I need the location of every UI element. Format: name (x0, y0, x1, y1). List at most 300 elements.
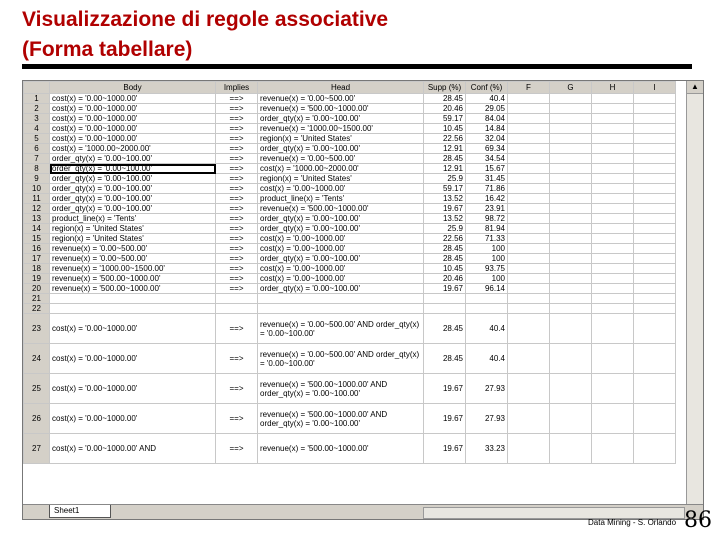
cell-implies[interactable]: ==> (216, 264, 258, 274)
sheet-tab-bar (23, 504, 703, 519)
cell-conf[interactable]: 40.4 (466, 94, 508, 104)
empty-cell[interactable] (634, 264, 676, 274)
cell-supp[interactable]: 19.67 (424, 284, 466, 294)
empty-cell[interactable] (592, 104, 634, 114)
cell-implies[interactable]: ==> (216, 194, 258, 204)
cell-supp[interactable]: 12.91 (424, 164, 466, 174)
row-number[interactable]: 10 (24, 184, 50, 194)
cell-implies[interactable]: ==> (216, 284, 258, 294)
cell-supp[interactable]: 13.52 (424, 194, 466, 204)
cell-implies[interactable]: ==> (216, 344, 258, 374)
empty-cell[interactable] (592, 254, 634, 264)
sheet-tab[interactable]: Sheet1 (49, 505, 111, 518)
cell-conf[interactable] (466, 304, 508, 314)
empty-cell[interactable] (508, 194, 550, 204)
cell-conf[interactable]: 40.4 (466, 344, 508, 374)
empty-cell[interactable] (508, 314, 550, 344)
cell-conf[interactable]: 96.14 (466, 284, 508, 294)
cell-body[interactable]: order_qty(x) = '0.00~100.00' (50, 204, 216, 214)
row-number[interactable]: 11 (24, 194, 50, 204)
empty-cell[interactable] (508, 114, 550, 124)
empty-cell[interactable] (634, 244, 676, 254)
empty-cell[interactable] (550, 154, 592, 164)
cell-supp[interactable]: 22.56 (424, 134, 466, 144)
cell-head[interactable]: cost(x) = '0.00~1000.00' (258, 264, 424, 274)
row-number[interactable]: 22 (24, 304, 50, 314)
cell-head[interactable]: cost(x) = '0.00~1000.00' (258, 234, 424, 244)
cell-head[interactable]: region(x) = 'United States' (258, 174, 424, 184)
cell-head[interactable]: revenue(x) = '500.00~1000.00' (258, 104, 424, 114)
table-row (24, 124, 676, 134)
empty-cell[interactable] (550, 104, 592, 114)
cell-conf[interactable]: 15.67 (466, 164, 508, 174)
row-number[interactable]: 24 (24, 344, 50, 374)
column-header-g[interactable]: G (550, 82, 592, 94)
empty-cell[interactable] (634, 314, 676, 344)
cell-head[interactable]: cost(x) = '0.00~1000.00' (258, 244, 424, 254)
cell-supp[interactable]: 13.52 (424, 214, 466, 224)
cell-implies[interactable]: ==> (216, 114, 258, 124)
cell-body[interactable]: order_qty(x) = '0.00~100.00' (50, 194, 216, 204)
cell-body[interactable]: revenue(x) = '1000.00~1500.00' (50, 264, 216, 274)
spreadsheet-window (22, 80, 704, 520)
empty-cell[interactable] (592, 154, 634, 164)
empty-cell[interactable] (634, 294, 676, 304)
empty-cell[interactable] (508, 274, 550, 284)
cell-supp[interactable]: 19.67 (424, 434, 466, 464)
column-header-f[interactable]: F (508, 82, 550, 94)
row-number[interactable]: 13 (24, 214, 50, 224)
cell-supp[interactable]: 28.45 (424, 244, 466, 254)
cell-head[interactable]: order_qty(x) = '0.00~100.00' (258, 254, 424, 264)
empty-cell[interactable] (550, 314, 592, 344)
empty-cell[interactable] (634, 254, 676, 264)
cell-body[interactable]: cost(x) = '0.00~1000.00' AND (50, 434, 216, 464)
empty-cell[interactable] (592, 234, 634, 244)
table-row (24, 404, 676, 434)
cell-implies[interactable]: ==> (216, 184, 258, 194)
cell-head[interactable]: revenue(x) = '500.00~1000.00' AND order_qty(x) = '0.00~100.00' (258, 404, 424, 434)
empty-cell[interactable] (508, 344, 550, 374)
table-body (24, 94, 676, 464)
empty-cell[interactable] (550, 374, 592, 404)
empty-cell[interactable] (550, 304, 592, 314)
cell-supp[interactable]: 20.46 (424, 104, 466, 114)
cell-body[interactable]: cost(x) = '0.00~1000.00' (50, 114, 216, 124)
cell-implies[interactable]: ==> (216, 244, 258, 254)
empty-cell[interactable] (508, 184, 550, 194)
empty-cell[interactable] (634, 154, 676, 164)
empty-cell[interactable] (508, 404, 550, 434)
cell-supp[interactable]: 28.45 (424, 314, 466, 344)
cell-conf[interactable]: 100 (466, 244, 508, 254)
cell-head[interactable] (258, 294, 424, 304)
empty-cell[interactable] (508, 434, 550, 464)
cell-body[interactable]: region(x) = 'United States' (50, 234, 216, 244)
cell-conf[interactable]: 93.75 (466, 264, 508, 274)
empty-cell[interactable] (508, 284, 550, 294)
empty-cell[interactable] (592, 184, 634, 194)
empty-cell[interactable] (592, 344, 634, 374)
empty-cell[interactable] (508, 304, 550, 314)
cell-conf[interactable]: 81.94 (466, 224, 508, 234)
empty-cell[interactable] (508, 244, 550, 254)
empty-cell[interactable] (634, 94, 676, 104)
empty-cell[interactable] (634, 304, 676, 314)
empty-cell[interactable] (550, 194, 592, 204)
cell-head[interactable]: revenue(x) = '0.00~500.00' AND order_qty(x) = '0.00~100.00' (258, 314, 424, 344)
cell-implies[interactable]: ==> (216, 404, 258, 434)
column-header-supp[interactable]: Supp (%) (424, 82, 466, 94)
cell-implies[interactable]: ==> (216, 434, 258, 464)
cell-body[interactable]: cost(x) = '0.00~1000.00' (50, 374, 216, 404)
row-number[interactable]: 2 (24, 104, 50, 114)
cell-implies[interactable]: ==> (216, 224, 258, 234)
empty-cell[interactable] (550, 274, 592, 284)
empty-cell[interactable] (508, 104, 550, 114)
empty-cell[interactable] (550, 174, 592, 184)
table-row (24, 154, 676, 164)
empty-cell[interactable] (634, 194, 676, 204)
empty-cell[interactable] (634, 404, 676, 434)
cell-supp[interactable]: 25.9 (424, 174, 466, 184)
row-number[interactable]: 26 (24, 404, 50, 434)
row-number[interactable]: 17 (24, 254, 50, 264)
empty-cell[interactable] (634, 164, 676, 174)
table-row (24, 304, 676, 314)
empty-cell[interactable] (634, 274, 676, 284)
empty-cell[interactable] (550, 234, 592, 244)
cell-body[interactable]: product_line(x) = 'Tents' (50, 214, 216, 224)
cell-conf[interactable]: 71.86 (466, 184, 508, 194)
cell-implies[interactable]: ==> (216, 164, 258, 174)
row-number[interactable]: 6 (24, 144, 50, 154)
empty-cell[interactable] (550, 244, 592, 254)
empty-cell[interactable] (508, 234, 550, 244)
empty-cell[interactable] (550, 344, 592, 374)
empty-cell[interactable] (550, 94, 592, 104)
row-number[interactable]: 9 (24, 174, 50, 184)
cell-conf[interactable]: 27.93 (466, 404, 508, 434)
cell-implies[interactable]: ==> (216, 234, 258, 244)
cell-body[interactable]: cost(x) = '0.00~1000.00' (50, 104, 216, 114)
empty-cell[interactable] (550, 144, 592, 154)
table-row (24, 254, 676, 264)
empty-cell[interactable] (634, 134, 676, 144)
empty-cell[interactable] (508, 174, 550, 184)
cell-implies[interactable]: ==> (216, 274, 258, 284)
cell-body[interactable]: revenue(x) = '500.00~1000.00' (50, 284, 216, 294)
column-header-body[interactable]: Body (50, 82, 216, 94)
cell-head[interactable]: revenue(x) = '500.00~1000.00' (258, 434, 424, 464)
empty-cell[interactable] (634, 184, 676, 194)
cell-head[interactable] (258, 304, 424, 314)
cell-supp[interactable]: 19.67 (424, 404, 466, 434)
table-row (24, 284, 676, 294)
empty-cell[interactable] (508, 124, 550, 134)
vertical-scrollbar[interactable] (686, 81, 703, 505)
cell-body[interactable]: cost(x) = '0.00~1000.00' (50, 314, 216, 344)
cell-conf[interactable]: 32.04 (466, 134, 508, 144)
cell-supp[interactable]: 12.91 (424, 144, 466, 154)
empty-cell[interactable] (592, 214, 634, 224)
cell-head[interactable]: cost(x) = '0.00~1000.00' (258, 274, 424, 284)
empty-cell[interactable] (634, 174, 676, 184)
cell-conf[interactable]: 40.4 (466, 314, 508, 344)
empty-cell[interactable] (508, 154, 550, 164)
cell-head[interactable]: order_qty(x) = '0.00~100.00' (258, 114, 424, 124)
table-row (24, 94, 676, 104)
cell-conf[interactable]: 100 (466, 254, 508, 264)
cell-supp[interactable]: 20.46 (424, 274, 466, 284)
empty-cell[interactable] (508, 164, 550, 174)
row-number[interactable]: 21 (24, 294, 50, 304)
row-number[interactable]: 19 (24, 274, 50, 284)
cell-implies[interactable]: ==> (216, 374, 258, 404)
cell-conf[interactable]: 29.05 (466, 104, 508, 114)
cell-head[interactable]: revenue(x) = '1000.00~1500.00' (258, 124, 424, 134)
cell-head[interactable]: product_line(x) = 'Tents' (258, 194, 424, 204)
column-header-head[interactable]: Head (258, 82, 424, 94)
empty-cell[interactable] (550, 224, 592, 234)
row-number[interactable]: 4 (24, 124, 50, 134)
row-number[interactable]: 23 (24, 314, 50, 344)
row-number[interactable]: 20 (24, 284, 50, 294)
cell-supp[interactable]: 59.17 (424, 114, 466, 124)
cell-body[interactable]: order_qty(x) = '0.00~100.00' (50, 154, 216, 164)
cell-conf[interactable]: 16.42 (466, 194, 508, 204)
table-row (24, 214, 676, 224)
cell-head[interactable]: order_qty(x) = '0.00~100.00' (258, 284, 424, 294)
cell-head[interactable]: order_qty(x) = '0.00~100.00' (258, 224, 424, 234)
empty-cell[interactable] (592, 434, 634, 464)
empty-cell[interactable] (634, 284, 676, 294)
empty-cell[interactable] (634, 124, 676, 134)
empty-cell[interactable] (592, 274, 634, 284)
cell-body[interactable]: cost(x) = '0.00~1000.00' (50, 404, 216, 434)
empty-cell[interactable] (634, 434, 676, 464)
cell-conf[interactable]: 34.54 (466, 154, 508, 164)
empty-cell[interactable] (508, 264, 550, 274)
empty-cell[interactable] (592, 174, 634, 184)
table-row (24, 234, 676, 244)
cell-implies[interactable]: ==> (216, 104, 258, 114)
cell-head[interactable]: revenue(x) = '500.00~1000.00' (258, 204, 424, 214)
cell-head[interactable]: revenue(x) = '0.00~500.00' AND order_qty(x) = '0.00~100.00' (258, 344, 424, 374)
empty-cell[interactable] (508, 94, 550, 104)
empty-cell[interactable] (592, 244, 634, 254)
cell-conf[interactable]: 14.84 (466, 124, 508, 134)
empty-cell[interactable] (550, 284, 592, 294)
cell-supp[interactable]: 28.45 (424, 94, 466, 104)
row-number[interactable]: 14 (24, 224, 50, 234)
empty-cell[interactable] (592, 374, 634, 404)
cell-body[interactable]: revenue(x) = '0.00~500.00' (50, 244, 216, 254)
empty-cell[interactable] (592, 194, 634, 204)
column-header-implies[interactable]: Implies (216, 82, 258, 94)
empty-cell[interactable] (634, 224, 676, 234)
empty-cell[interactable] (634, 204, 676, 214)
empty-cell[interactable] (592, 124, 634, 134)
cell-head[interactable]: region(x) = 'United States' (258, 134, 424, 144)
cell-body[interactable] (50, 304, 216, 314)
cell-implies[interactable]: ==> (216, 314, 258, 344)
table-row (24, 244, 676, 254)
table-row (24, 144, 676, 154)
column-header-h[interactable]: H (592, 82, 634, 94)
cell-conf[interactable]: 71.33 (466, 234, 508, 244)
table-row (24, 174, 676, 184)
cell-supp[interactable] (424, 304, 466, 314)
cell-body[interactable]: order_qty(x) = '0.00~100.00' (50, 184, 216, 194)
cell-supp[interactable] (424, 294, 466, 304)
cell-supp[interactable]: 19.67 (424, 204, 466, 214)
cell-supp[interactable]: 28.45 (424, 254, 466, 264)
cell-body[interactable]: cost(x) = '0.00~1000.00' (50, 124, 216, 134)
empty-cell[interactable] (550, 264, 592, 274)
empty-cell[interactable] (634, 104, 676, 114)
cell-conf[interactable]: 31.45 (466, 174, 508, 184)
empty-cell[interactable] (508, 214, 550, 224)
cell-body[interactable]: cost(x) = '0.00~1000.00' (50, 94, 216, 104)
row-number[interactable]: 15 (24, 234, 50, 244)
empty-cell[interactable] (592, 114, 634, 124)
cell-supp[interactable]: 10.45 (424, 124, 466, 134)
empty-cell[interactable] (550, 114, 592, 124)
empty-cell[interactable] (550, 134, 592, 144)
cell-body[interactable]: region(x) = 'United States' (50, 224, 216, 234)
empty-cell[interactable] (508, 134, 550, 144)
column-header-i[interactable]: I (634, 82, 676, 94)
slide-title-line1: Visualizzazione di regole associative (22, 8, 389, 31)
cell-implies[interactable]: ==> (216, 214, 258, 224)
empty-cell[interactable] (592, 94, 634, 104)
empty-cell[interactable] (592, 264, 634, 274)
empty-cell[interactable] (634, 374, 676, 404)
cell-head[interactable]: cost(x) = '1000.00~2000.00' (258, 164, 424, 174)
cell-conf[interactable]: 84.04 (466, 114, 508, 124)
cell-supp[interactable]: 25.9 (424, 224, 466, 234)
empty-cell[interactable] (592, 204, 634, 214)
cell-body[interactable]: cost(x) = '0.00~1000.00' (50, 344, 216, 374)
row-number[interactable]: 8 (24, 164, 50, 174)
cell-implies[interactable] (216, 294, 258, 304)
row-number[interactable]: 5 (24, 134, 50, 144)
empty-cell[interactable] (592, 284, 634, 294)
empty-cell[interactable] (550, 434, 592, 464)
cell-conf[interactable]: 33.23 (466, 434, 508, 464)
row-number[interactable]: 3 (24, 114, 50, 124)
empty-cell[interactable] (550, 294, 592, 304)
row-number[interactable]: 12 (24, 204, 50, 214)
cell-implies[interactable] (216, 304, 258, 314)
empty-cell[interactable] (508, 294, 550, 304)
cell-conf[interactable]: 100 (466, 274, 508, 284)
empty-cell[interactable] (508, 204, 550, 214)
cell-conf[interactable]: 69.34 (466, 144, 508, 154)
cell-conf[interactable]: 23.91 (466, 204, 508, 214)
cell-implies[interactable]: ==> (216, 204, 258, 214)
empty-cell[interactable] (550, 124, 592, 134)
empty-cell[interactable] (592, 224, 634, 234)
cell-supp[interactable]: 22.56 (424, 234, 466, 244)
row-number[interactable]: 1 (24, 94, 50, 104)
cell-implies[interactable]: ==> (216, 154, 258, 164)
cell-head[interactable]: revenue(x) = '0.00~500.00' (258, 154, 424, 164)
row-number[interactable]: 7 (24, 154, 50, 164)
empty-cell[interactable] (550, 184, 592, 194)
cell-body[interactable]: cost(x) = '0.00~1000.00' (50, 134, 216, 144)
empty-cell[interactable] (550, 214, 592, 224)
empty-cell[interactable] (634, 234, 676, 244)
cell-body[interactable]: order_qty(x) = '0.00~100.00' (50, 164, 216, 174)
cell-supp[interactable]: 19.67 (424, 374, 466, 404)
column-header-conf[interactable]: Conf (%) (466, 82, 508, 94)
empty-cell[interactable] (634, 214, 676, 224)
cell-head[interactable]: order_qty(x) = '0.00~100.00' (258, 144, 424, 154)
corner-cell[interactable] (24, 82, 50, 94)
cell-head[interactable]: revenue(x) = '500.00~1000.00' AND order_qty(x) = '0.00~100.00' (258, 374, 424, 404)
cell-conf[interactable]: 27.93 (466, 374, 508, 404)
empty-cell[interactable] (550, 204, 592, 214)
cell-implies[interactable]: ==> (216, 124, 258, 134)
empty-cell[interactable] (550, 164, 592, 174)
empty-cell[interactable] (592, 314, 634, 344)
row-number[interactable]: 25 (24, 374, 50, 404)
cell-head[interactable]: revenue(x) = '0.00~500.00' (258, 94, 424, 104)
empty-cell[interactable] (634, 144, 676, 154)
cell-body[interactable]: revenue(x) = '500.00~1000.00' (50, 274, 216, 284)
empty-cell[interactable] (592, 164, 634, 174)
cell-implies[interactable]: ==> (216, 134, 258, 144)
cell-implies[interactable]: ==> (216, 144, 258, 154)
empty-cell[interactable] (508, 374, 550, 404)
empty-cell[interactable] (508, 224, 550, 234)
row-number[interactable]: 18 (24, 264, 50, 274)
cell-body[interactable]: revenue(x) = '0.00~500.00' (50, 254, 216, 264)
empty-cell[interactable] (550, 254, 592, 264)
cell-body[interactable]: order_qty(x) = '0.00~100.00' (50, 174, 216, 184)
cell-supp[interactable]: 59.17 (424, 184, 466, 194)
cell-head[interactable]: order_qty(x) = '0.00~100.00' (258, 214, 424, 224)
cell-supp[interactable]: 28.45 (424, 154, 466, 164)
empty-cell[interactable] (634, 344, 676, 374)
cell-conf[interactable]: 98.72 (466, 214, 508, 224)
empty-cell[interactable] (592, 144, 634, 154)
rules-table (23, 81, 676, 464)
empty-cell[interactable] (592, 294, 634, 304)
empty-cell[interactable] (592, 304, 634, 314)
scroll-up-icon[interactable]: ▲ (687, 81, 703, 94)
empty-cell[interactable] (592, 134, 634, 144)
cell-body[interactable] (50, 294, 216, 304)
empty-cell[interactable] (508, 254, 550, 264)
row-number[interactable]: 16 (24, 244, 50, 254)
cell-supp[interactable]: 28.45 (424, 344, 466, 374)
empty-cell[interactable] (550, 404, 592, 434)
empty-cell[interactable] (634, 114, 676, 124)
row-number[interactable]: 27 (24, 434, 50, 464)
cell-body[interactable]: cost(x) = '1000.00~2000.00' (50, 144, 216, 154)
cell-implies[interactable]: ==> (216, 254, 258, 264)
cell-supp[interactable]: 10.45 (424, 264, 466, 274)
cell-conf[interactable] (466, 294, 508, 304)
cell-head[interactable]: cost(x) = '0.00~1000.00' (258, 184, 424, 194)
empty-cell[interactable] (592, 404, 634, 434)
cell-implies[interactable]: ==> (216, 174, 258, 184)
empty-cell[interactable] (508, 144, 550, 154)
cell-implies[interactable]: ==> (216, 94, 258, 104)
